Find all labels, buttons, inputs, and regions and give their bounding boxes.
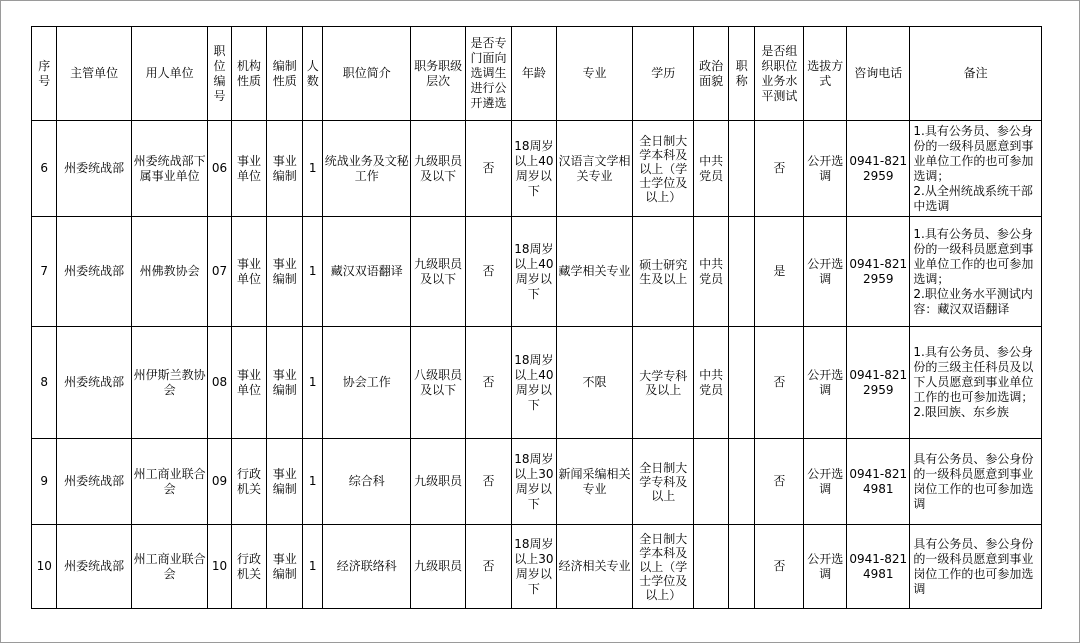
note-cell: 1.具有公务员、参公身份的三级主任科员及以下人员愿意到事业单位工作的也可参加选调； 2.限回族、东乡族 — [910, 327, 1042, 439]
dept-cell: 州委统战部 — [57, 439, 131, 525]
seq-cell: 7 — [32, 217, 57, 327]
title-cell — [729, 217, 755, 327]
test-cell: 是 — [755, 217, 804, 327]
method-cell: 公开选调 — [804, 327, 847, 439]
dept-cell: 州委统战部 — [57, 327, 131, 439]
phone-cell: 0941-8214981 — [847, 525, 910, 609]
org-cell: 行政机关 — [231, 525, 267, 609]
col-header: 学历 — [633, 27, 694, 121]
unit-cell: 州工商业联合会 — [131, 525, 207, 609]
seq-cell: 9 — [32, 439, 57, 525]
politics-cell: 中共党员 — [694, 327, 729, 439]
col-header: 职称 — [729, 27, 755, 121]
col-header: 是否专门面向选调生进行公开遴选 — [466, 27, 512, 121]
count-cell: 1 — [303, 327, 323, 439]
age-cell: 18周岁以上30周岁以下 — [511, 439, 556, 525]
phone-cell: 0941-8214981 — [847, 439, 910, 525]
col-header: 咨询电话 — [847, 27, 910, 121]
politics-cell: 中共党员 — [694, 121, 729, 217]
unit-cell: 州委统战部下属事业单位 — [131, 121, 207, 217]
title-cell — [729, 121, 755, 217]
special-cell: 否 — [466, 121, 512, 217]
desc-cell: 藏汉双语翻译 — [323, 217, 411, 327]
title-cell — [729, 439, 755, 525]
col-header: 年龄 — [511, 27, 556, 121]
dept-cell: 州委统战部 — [57, 217, 131, 327]
col-header: 选拔方式 — [804, 27, 847, 121]
politics-cell: 中共党员 — [694, 217, 729, 327]
major-cell: 新闻采编相关专业 — [556, 439, 632, 525]
org-cell: 事业单位 — [231, 327, 267, 439]
col-header: 用人单位 — [131, 27, 207, 121]
major-cell: 不限 — [556, 327, 632, 439]
method-cell: 公开选调 — [804, 525, 847, 609]
phone-cell: 0941-8212959 — [847, 121, 910, 217]
col-header: 职位简介 — [323, 27, 411, 121]
seq-cell: 10 — [32, 525, 57, 609]
count-cell: 1 — [303, 525, 323, 609]
col-header: 序号 — [32, 27, 57, 121]
desc-cell: 综合科 — [323, 439, 411, 525]
major-cell: 藏学相关专业 — [556, 217, 632, 327]
edu-cell: 全日制大学本科及以上（学士学位及以上） — [633, 121, 694, 217]
unit-cell: 州伊斯兰教协会 — [131, 327, 207, 439]
count-cell: 1 — [303, 439, 323, 525]
edu-cell: 全日制大学专科及以上 — [633, 439, 694, 525]
test-cell: 否 — [755, 439, 804, 525]
test-cell: 否 — [755, 525, 804, 609]
title-cell — [729, 525, 755, 609]
code-cell: 10 — [208, 525, 231, 609]
title-cell — [729, 327, 755, 439]
col-header: 机构性质 — [231, 27, 267, 121]
count-cell: 1 — [303, 121, 323, 217]
col-header: 人数 — [303, 27, 323, 121]
staff-cell: 事业编制 — [267, 525, 303, 609]
col-header: 专业 — [556, 27, 632, 121]
table-row — [32, 327, 1042, 439]
level-cell: 九级职员 — [411, 439, 466, 525]
col-header: 政治面貌 — [694, 27, 729, 121]
col-header: 职位编号 — [208, 27, 231, 121]
unit-cell: 州工商业联合会 — [131, 439, 207, 525]
unit-cell: 州佛教协会 — [131, 217, 207, 327]
seq-cell: 8 — [32, 327, 57, 439]
age-cell: 18周岁以上40周岁以下 — [511, 327, 556, 439]
desc-cell: 协会工作 — [323, 327, 411, 439]
special-cell: 否 — [466, 217, 512, 327]
major-cell: 经济相关专业 — [556, 525, 632, 609]
desc-cell: 经济联络科 — [323, 525, 411, 609]
note-cell: 1.具有公务员、参公身份的一级科员愿意到事业单位工作的也可参加选调； 2.从全州统战系统干部中选调 — [910, 121, 1042, 217]
staff-cell: 事业编制 — [267, 327, 303, 439]
staff-cell: 事业编制 — [267, 439, 303, 525]
code-cell: 08 — [208, 327, 231, 439]
col-header: 职务职级层次 — [411, 27, 466, 121]
special-cell: 否 — [466, 439, 512, 525]
col-header: 编制性质 — [267, 27, 303, 121]
dept-cell: 州委统战部 — [57, 525, 131, 609]
note-cell: 具有公务员、参公身份的一级科员愿意到事业岗位工作的也可参加选调 — [910, 439, 1042, 525]
dept-cell: 州委统战部 — [57, 121, 131, 217]
org-cell: 事业单位 — [231, 217, 267, 327]
col-header: 备注 — [910, 27, 1042, 121]
table-row — [32, 217, 1042, 327]
test-cell: 否 — [755, 121, 804, 217]
count-cell: 1 — [303, 217, 323, 327]
desc-cell: 统战业务及文秘工作 — [323, 121, 411, 217]
edu-cell: 大学专科及以上 — [633, 327, 694, 439]
col-header: 主管单位 — [57, 27, 131, 121]
table-row — [32, 439, 1042, 525]
seq-cell: 6 — [32, 121, 57, 217]
note-cell: 1.具有公务员、参公身份的一级科员愿意到事业单位工作的也可参加选调； 2.职位业务水平测试内容：藏汉双语翻译 — [910, 217, 1042, 327]
method-cell: 公开选调 — [804, 217, 847, 327]
method-cell: 公开选调 — [804, 121, 847, 217]
level-cell: 九级职员及以下 — [411, 217, 466, 327]
level-cell: 九级职员及以下 — [411, 121, 466, 217]
special-cell: 否 — [466, 327, 512, 439]
org-cell: 事业单位 — [231, 121, 267, 217]
table-row — [32, 121, 1042, 217]
level-cell: 八级职员及以下 — [411, 327, 466, 439]
phone-cell: 0941-8212959 — [847, 217, 910, 327]
level-cell: 九级职员 — [411, 525, 466, 609]
staff-cell: 事业编制 — [267, 217, 303, 327]
method-cell: 公开选调 — [804, 439, 847, 525]
job-positions-table — [31, 26, 1042, 609]
special-cell: 否 — [466, 525, 512, 609]
code-cell: 07 — [208, 217, 231, 327]
age-cell: 18周岁以上30周岁以下 — [511, 525, 556, 609]
age-cell: 18周岁以上40周岁以下 — [511, 121, 556, 217]
politics-cell — [694, 525, 729, 609]
org-cell: 行政机关 — [231, 439, 267, 525]
note-cell: 具有公务员、参公身份的一级科员愿意到事业岗位工作的也可参加选调 — [910, 525, 1042, 609]
col-header: 是否组织职位业务水平测试 — [755, 27, 804, 121]
code-cell: 06 — [208, 121, 231, 217]
staff-cell: 事业编制 — [267, 121, 303, 217]
major-cell: 汉语言文学相关专业 — [556, 121, 632, 217]
table-row — [32, 525, 1042, 609]
age-cell: 18周岁以上40周岁以下 — [511, 217, 556, 327]
edu-cell: 全日制大学本科及以上（学士学位及以上） — [633, 525, 694, 609]
phone-cell: 0941-8212959 — [847, 327, 910, 439]
code-cell: 09 — [208, 439, 231, 525]
edu-cell: 硕士研究生及以上 — [633, 217, 694, 327]
table-header-row — [32, 27, 1042, 121]
test-cell: 否 — [755, 327, 804, 439]
politics-cell — [694, 439, 729, 525]
